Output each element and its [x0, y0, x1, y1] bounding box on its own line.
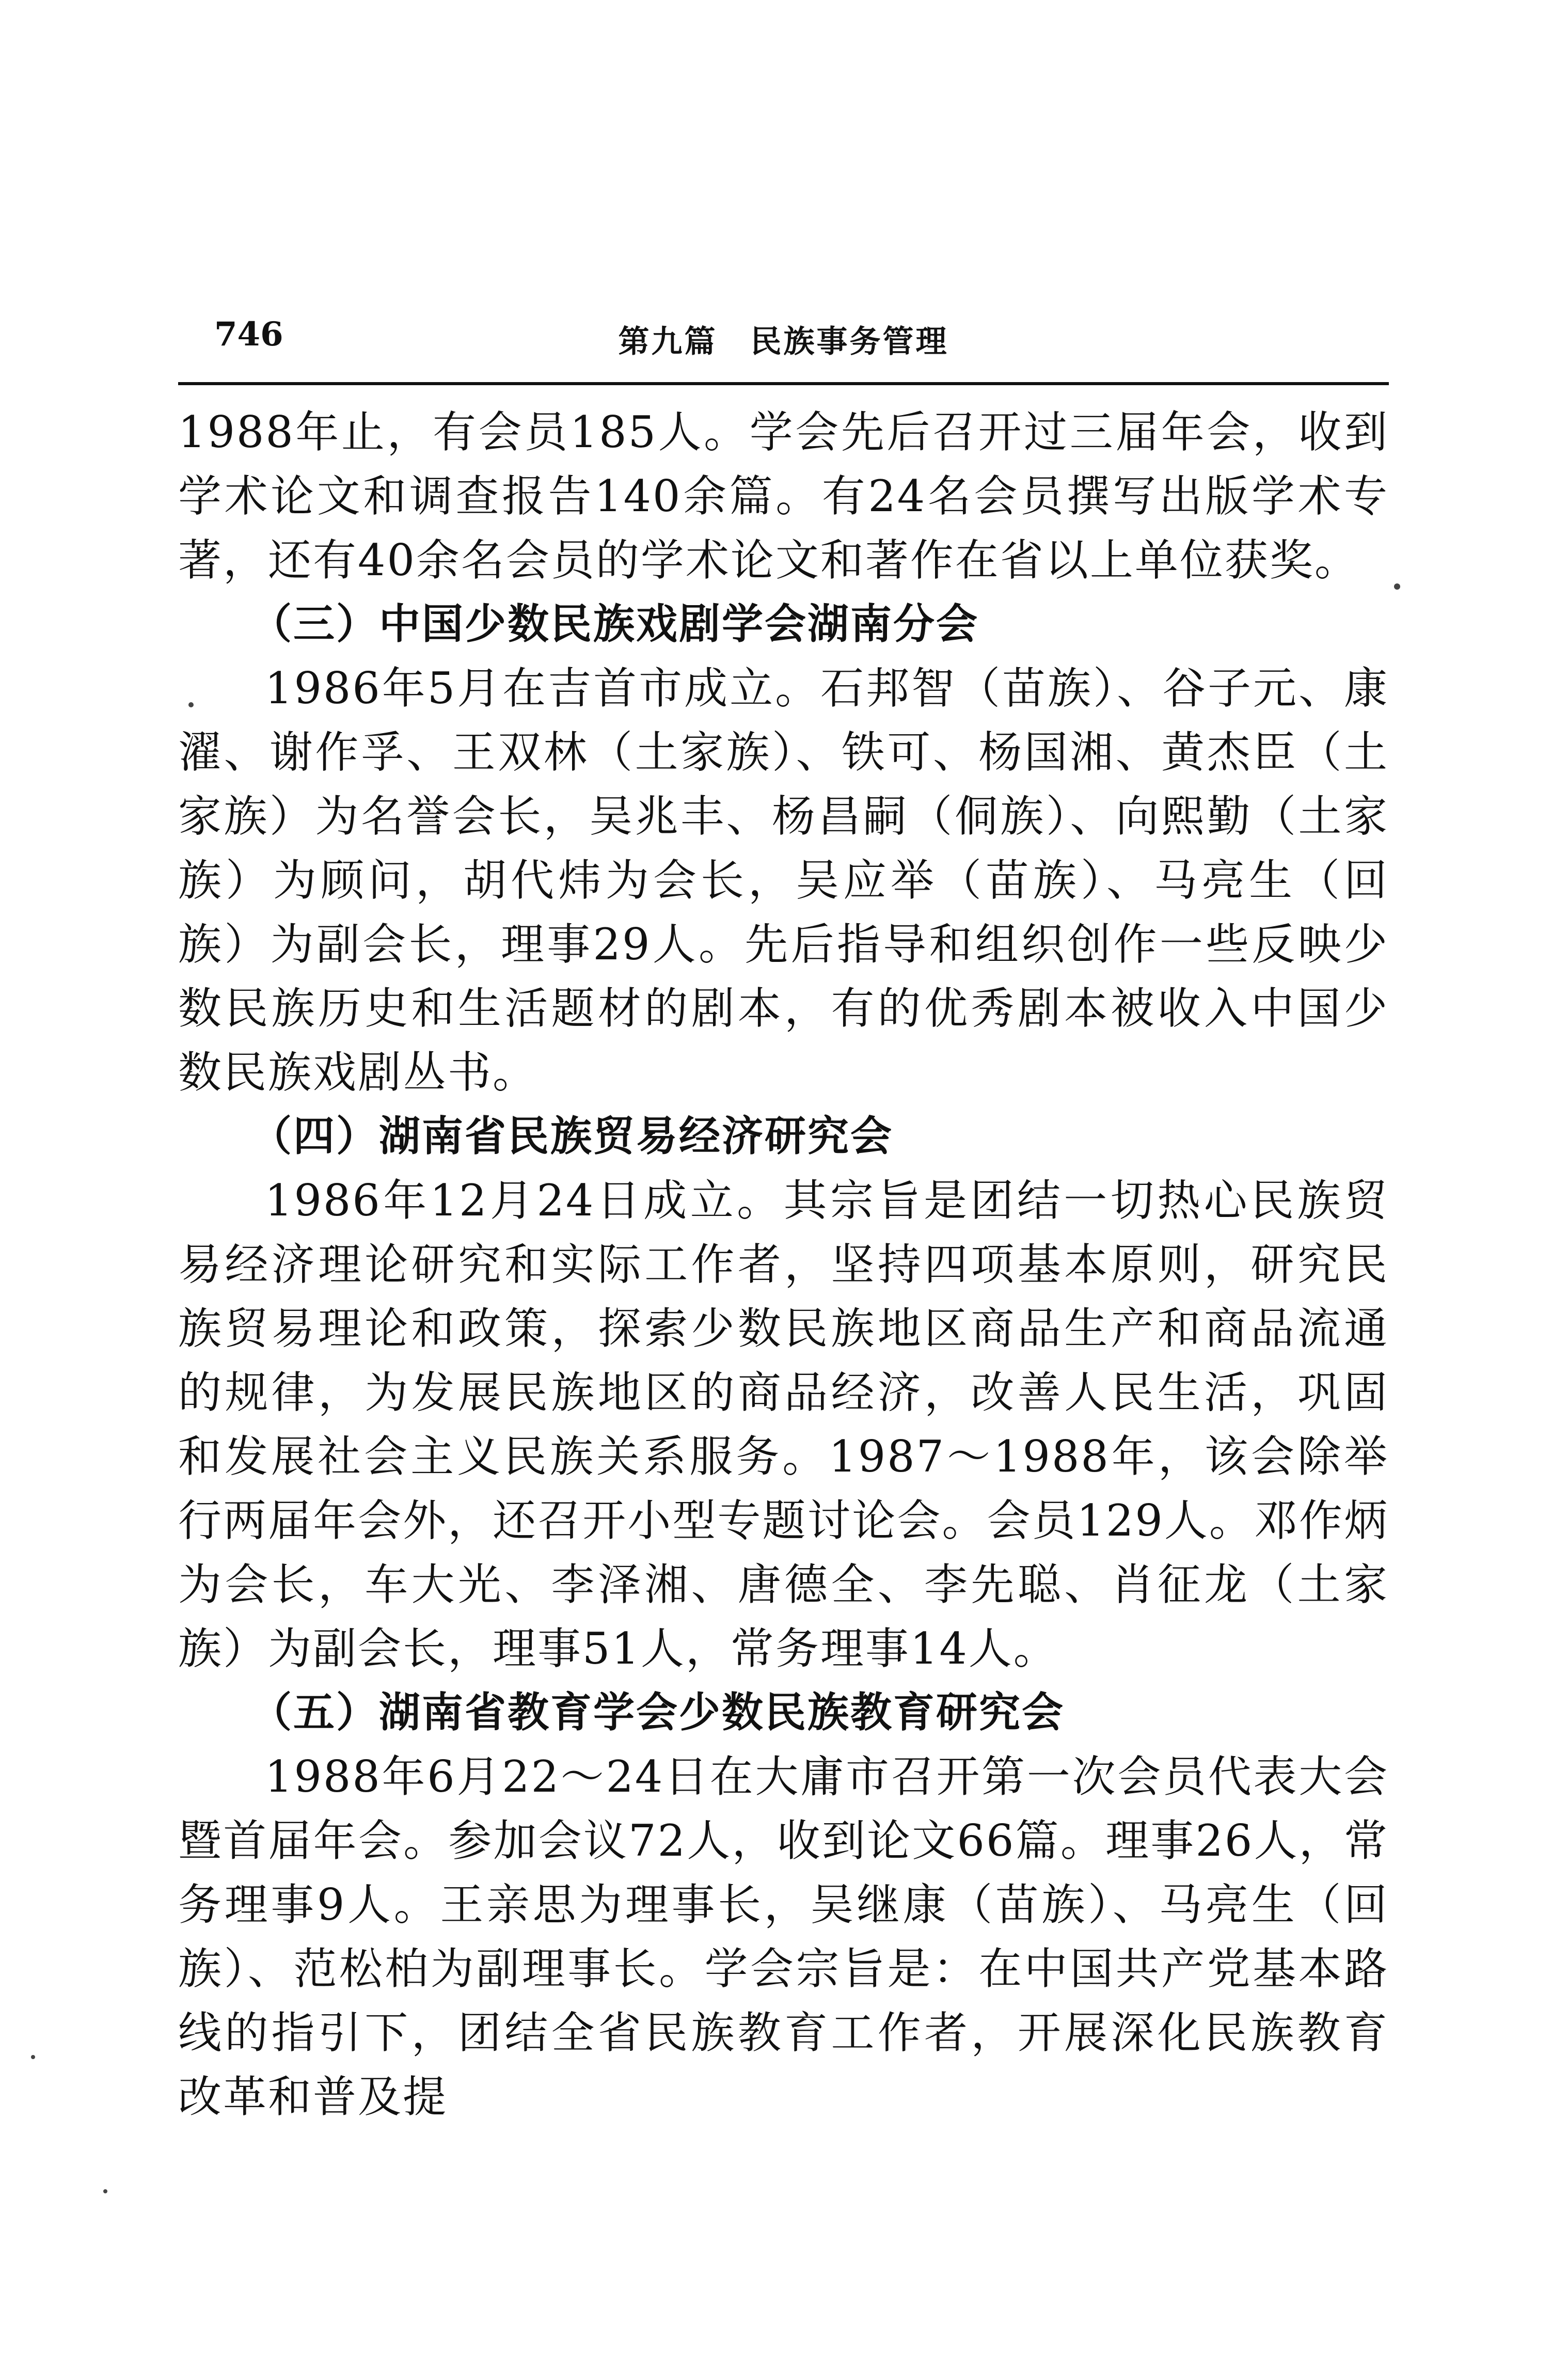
paragraph-trade-economy-society: 1986年12月24日成立。其宗旨是团结一切热心民族贸易经济理论研究和实际工作者，坚持四项基本原则，研究民族贸易理论和政策，探索少数民族地区商品生产和商品流通的规律，为发展民族地区的商品经济，改善人民生活，巩固和发展社会主义民族关系服务。1987～1988年，该会除举行两届年会外，还召开小型专题讨论会。会员129人。邓作炳为会长，车大光、李泽湘、唐德全、李先聪、肖征龙（土家族）为副会长，理事51人，常务理事14人。 [178, 1175, 1389, 1674]
page-content [178, 400, 1389, 2129]
page-header [178, 310, 1389, 382]
header-rule [178, 382, 1389, 385]
scan-speck [1394, 583, 1400, 590]
paragraph-education-society: 1988年6月22～24日在大庸市召开第一次会员代表大会暨首届年会。参加会议72人，收到论文66篇。理事26人，常务理事9人。王亲思为理事长，吴继康（苗族）、马亮生（回族）、范松柏为副理事长。学会宗旨是：在中国共产党基本路线的指引下，团结全省民族教育工作者，开展深化民族教育改革和普及提 [178, 1751, 1389, 2122]
section-heading-3: （三）中国少数民族戏剧学会湖南分会 [250, 600, 979, 648]
paragraph-continued: 1988年止，有会员185人。学会先后召开过三届年会，收到学术论文和调查报告140余篇。有24名会员撰写出版学术专著，还有40余名会员的学术论文和著作在省以上单位获奖。 [178, 407, 1389, 586]
scan-speck [188, 702, 194, 707]
section-heading-5: （五）湖南省教育学会少数民族教育研究会 [250, 1688, 1065, 1736]
section-heading-4: （四）湖南省民族贸易经济研究会 [250, 1112, 893, 1160]
running-title: 第九篇 民族事务管理 [618, 324, 949, 360]
scan-speck [103, 2189, 107, 2193]
page-number: 746 [214, 315, 283, 354]
scan-speck [31, 2055, 35, 2059]
paragraph-drama-society: 1986年5月在吉首市成立。石邦智（苗族）、谷子元、康濯、谢作孚、王双林（土家族）、铁可、杨国湘、黄杰臣（土家族）为名誉会长，吴兆丰、杨昌嗣（侗族）、向熙勤（土家族）为顾问，胡代炜为会长，吴应举（苗族）、马亮生（回族）为副会长，理事29人。先后指导和组织创作一些反映少数民族历史和生活题材的剧本，有的优秀剧本被收入中国少数民族戏剧丛书。 [178, 663, 1389, 1098]
